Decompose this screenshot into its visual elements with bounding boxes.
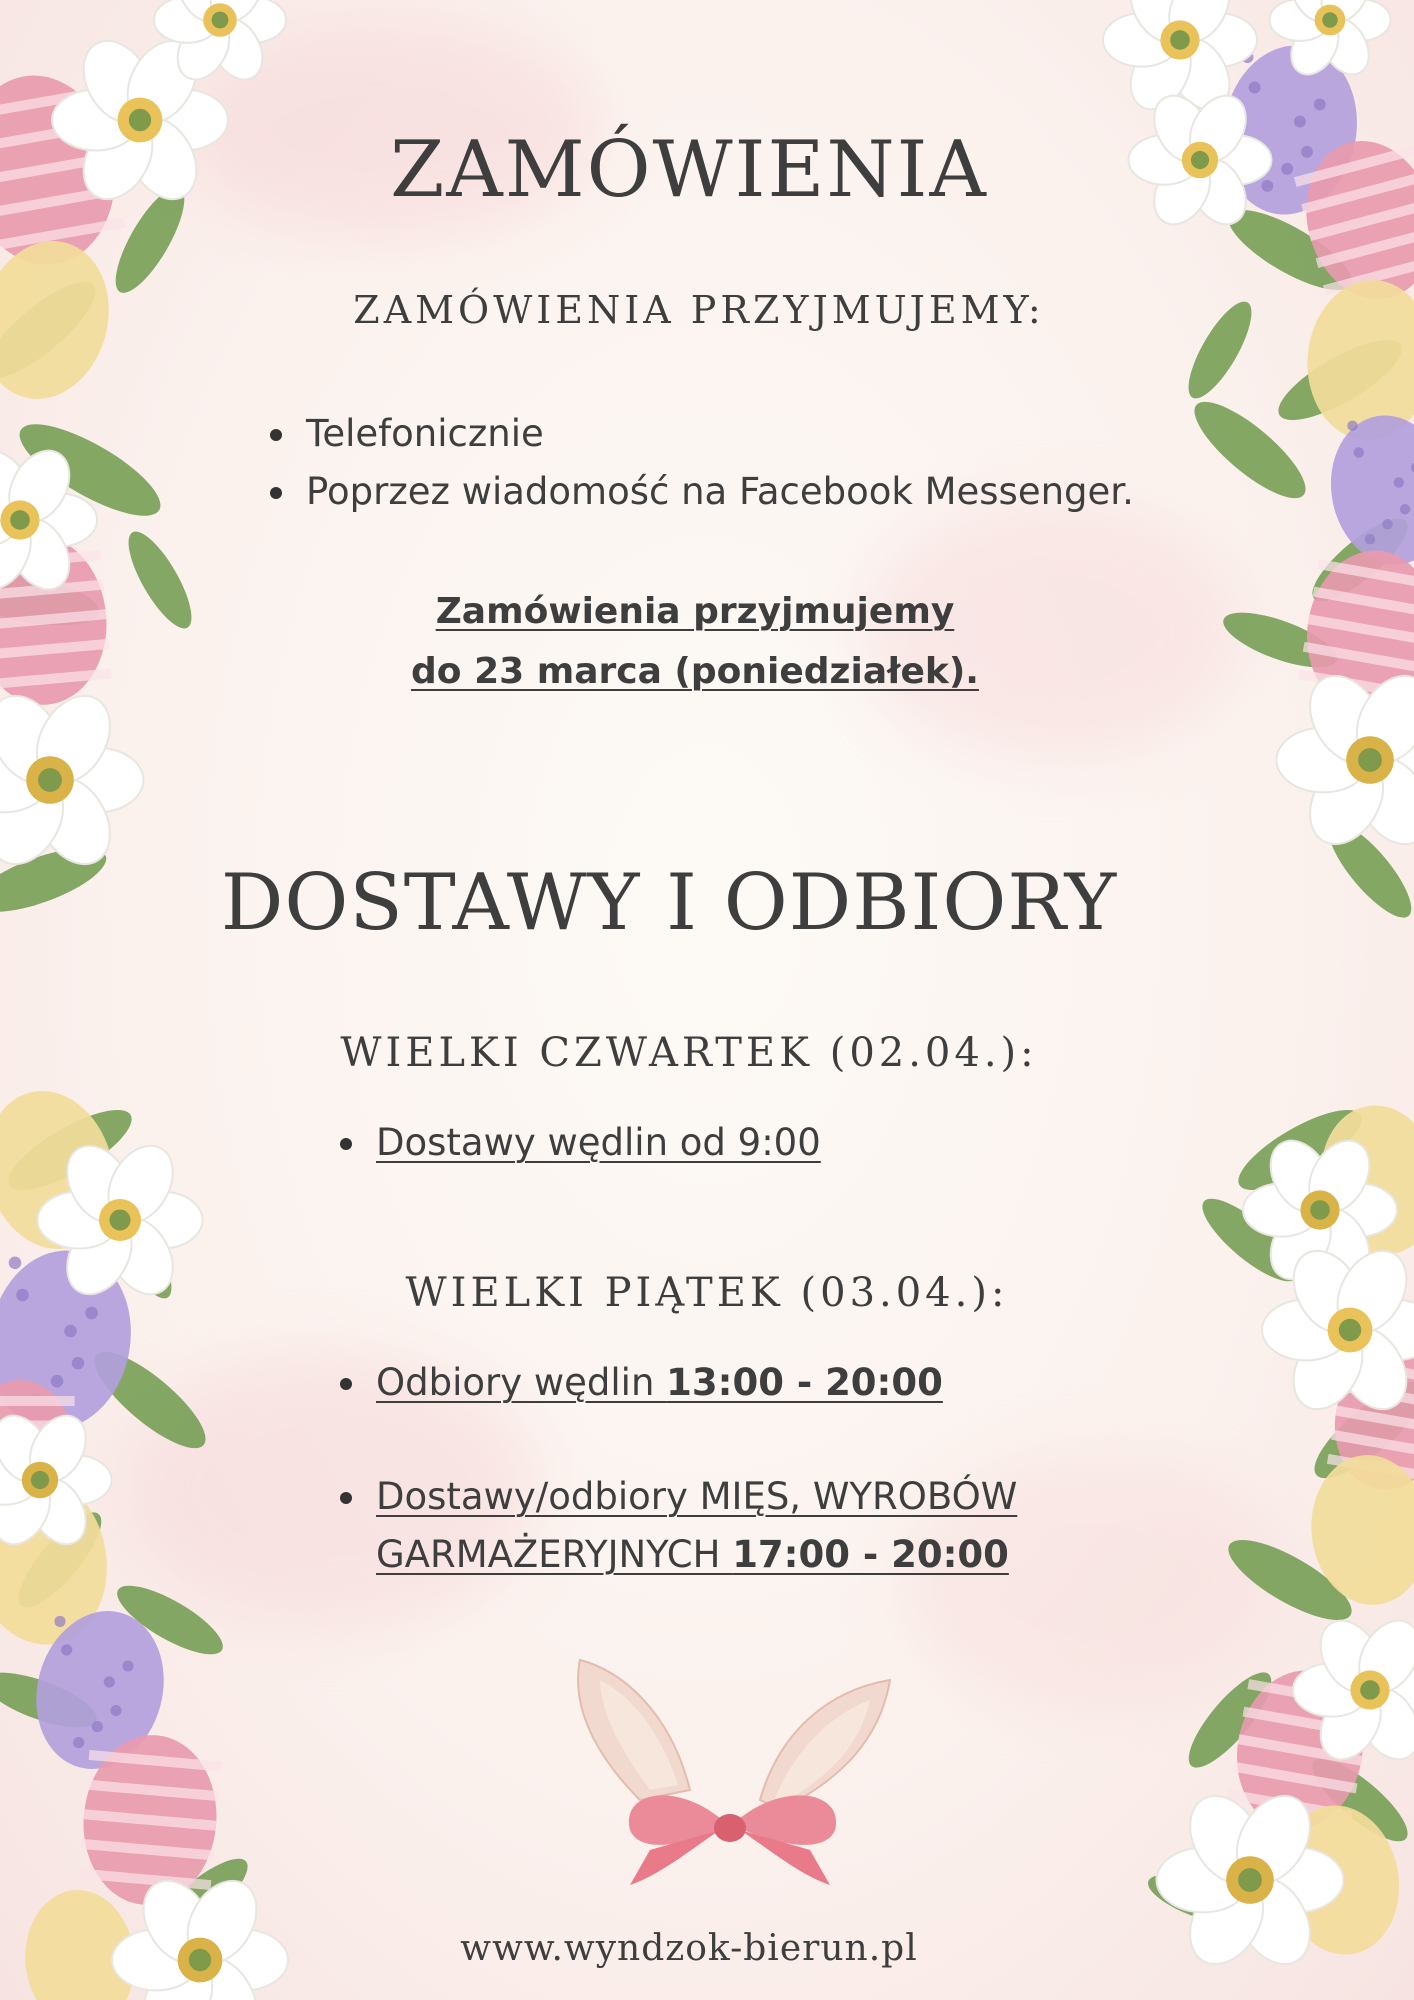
flower-center-dot	[110, 1210, 131, 1231]
friday-item-hours: 17:00 - 20:00	[732, 1533, 1009, 1576]
egg-dot	[1365, 534, 1376, 545]
flower-center-dot	[31, 1471, 49, 1489]
egg-dot	[1354, 447, 1365, 458]
egg-dot	[72, 1357, 85, 1370]
egg-dot	[1394, 477, 1405, 488]
egg-dot	[110, 1705, 121, 1716]
flower-center-dot	[1170, 30, 1190, 50]
thursday-heading: WIELKI CZWARTEK (02.04.):	[340, 1030, 1038, 1076]
egg-dot	[92, 1721, 103, 1732]
egg-dot	[1249, 82, 1261, 94]
egg-dot	[1314, 99, 1326, 111]
egg-dot	[51, 1375, 64, 1388]
egg-dot	[73, 1737, 84, 1748]
egg-dot	[61, 1644, 72, 1655]
egg-stripe	[0, 1396, 75, 1406]
egg-dot	[54, 1616, 65, 1627]
list-item: Poprzez wiadomość na Facebook Messenger.	[270, 463, 1134, 521]
flower-center-dot	[1238, 1868, 1262, 1892]
flower-center-dot	[1360, 1680, 1380, 1700]
flower-center-dot	[1310, 1200, 1330, 1220]
flower-center-dot	[212, 12, 229, 29]
list-item	[340, 1354, 1100, 1412]
thursday-list	[340, 1114, 821, 1172]
list-item: Telefonicznie	[270, 405, 1134, 463]
deadline-line: Zamówienia przyjmujemy	[435, 591, 955, 632]
delivery-title: DOSTAWY I ODBIORY	[220, 858, 1118, 948]
egg-dot	[1382, 519, 1393, 530]
friday-item-text: Dostawy/odbiory MIĘS, WYROBÓW GARMAŻERYJNYCH	[376, 1475, 1018, 1576]
egg-dot	[122, 1660, 133, 1671]
thursday-item-text: Dostawy wędlin od 9:00	[376, 1121, 821, 1164]
flower-center-dot	[1358, 748, 1382, 772]
egg-dot	[9, 1257, 22, 1270]
egg-dot	[64, 1325, 77, 1338]
flower-center-dot	[10, 510, 30, 530]
friday-item-hours: 13:00 - 20:00	[666, 1361, 943, 1404]
list-item	[340, 1468, 1100, 1584]
order-channels-list	[270, 405, 1134, 521]
flower-center-dot	[1322, 12, 1337, 27]
flower-center-dot	[38, 768, 62, 792]
orders-title: ZAMÓWIENIA	[390, 125, 988, 215]
list-item	[340, 1114, 821, 1172]
flower-center-dot	[1339, 1319, 1361, 1341]
easter-egg	[1319, 406, 1414, 574]
egg-dot	[104, 1676, 115, 1687]
bunny-ears-with-bow	[560, 1650, 900, 1890]
egg-dot	[1347, 420, 1358, 431]
orders-subtitle: ZAMÓWIENIA PRZYJMUJEMY:	[353, 288, 1045, 332]
website-url: www.wyndzok-bierun.pl	[460, 1928, 918, 1969]
orders-deadline	[0, 582, 1402, 702]
friday-heading: WIELKI PIĄTEK (03.04.):	[405, 1270, 1009, 1316]
egg-dot	[1400, 504, 1411, 515]
friday-item-text: Odbiory wędlin	[376, 1361, 667, 1404]
deadline-line: do 23 marca (poniedziałek).	[411, 651, 979, 692]
friday-list	[340, 1354, 1100, 1584]
